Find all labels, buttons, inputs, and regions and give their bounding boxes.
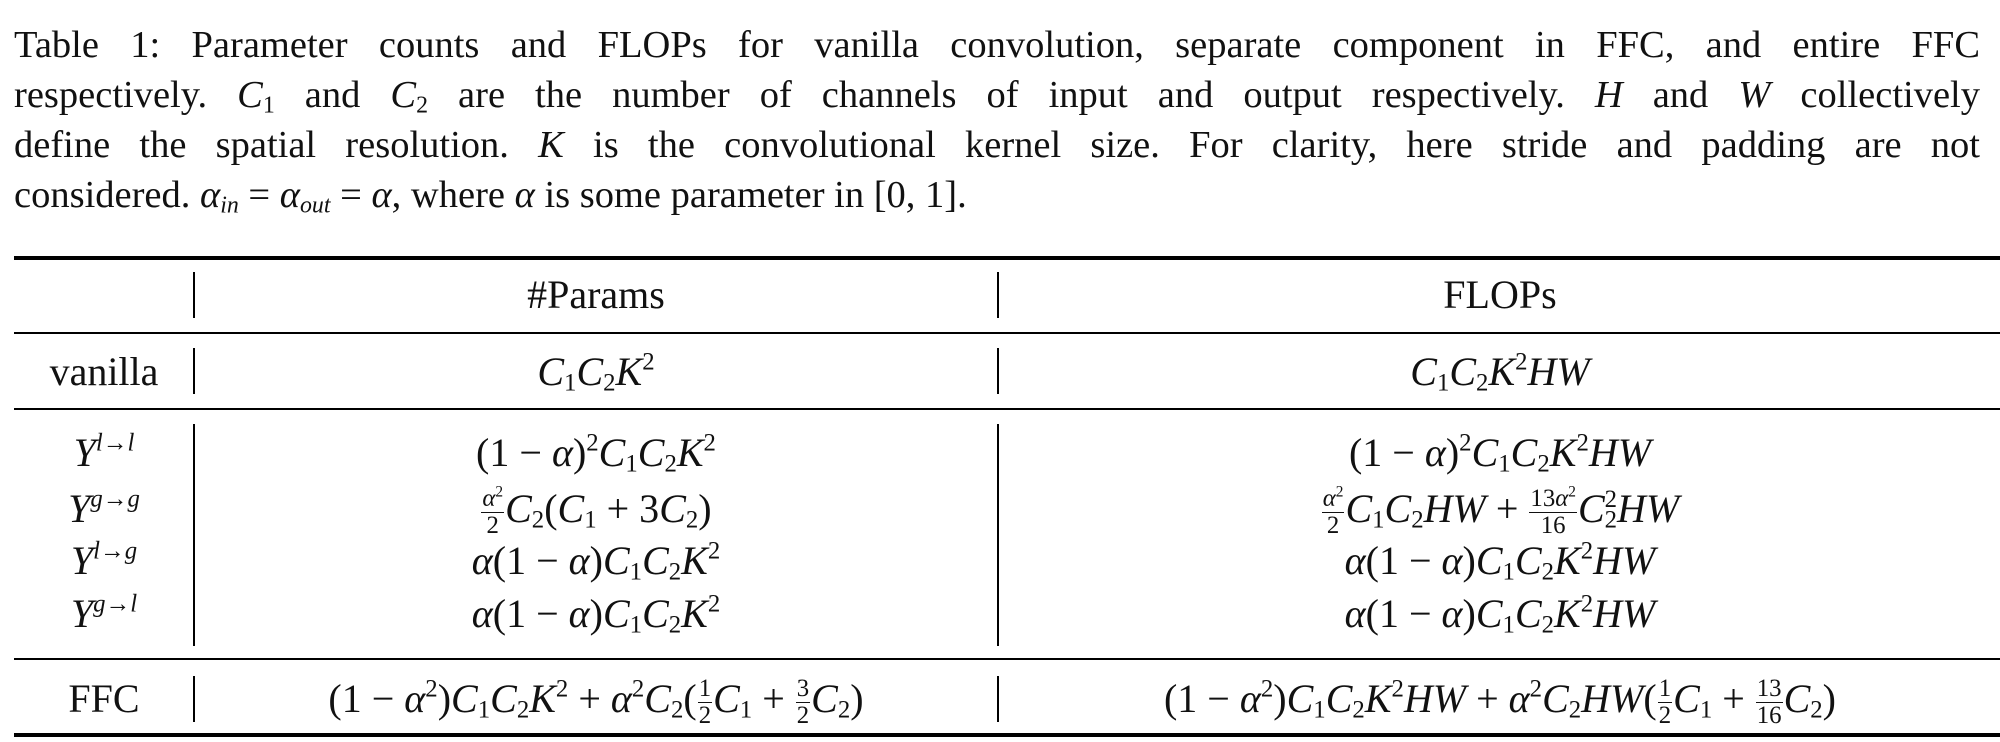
header-flops: FLOPs xyxy=(1443,272,1557,317)
cell-flops-ffc: $(1 - \alpha^2)C_1C_2K^2HW + \alpha^2C_2HW$( $\frac{1}{2}$ $C_1$ + $\frac{13}{16}$ $C_2$) xyxy=(1163,675,1836,730)
cell-flops-y-g-g: $\frac{\alpha^2}{2}$ $C_1C_2HW$ + $\frac{13\alpha^2}{16}$ $C_2^2HW$ xyxy=(1322,483,1680,540)
table-caption xyxy=(14,20,1980,220)
caption-line-1: Table 1: Parameter counts and FLOPs for vanilla convolution, separate component in FFC, and entire FFC xyxy=(14,24,1980,66)
col-divider xyxy=(997,272,999,318)
caption-line-2: respectively. $C_1$ and $C_2$ are the number of channels of input and output respectively. H and W collectively xyxy=(14,74,1981,119)
cell-params-y-g-l: $\alpha(1 - \alpha)C_1C_2K^2$ xyxy=(471,590,721,639)
row-label-y-g-g: $Y^{g\to g}$ xyxy=(68,485,140,531)
cell-params-vanilla: $C_1C_2K^2$ xyxy=(537,348,655,397)
bottom-rule xyxy=(14,733,2000,737)
cell-flops-y-l-l: $(1 - \alpha)^2C_1C_2K^2HW$ xyxy=(1348,429,1652,478)
caption-line-3: define the spatial resolution. K is the convolutional kernel size. For clarity, here stride and padding are not xyxy=(14,124,1980,166)
cell-flops-y-g-l: $\alpha(1 - \alpha)C_1C_2K^2HW$ xyxy=(1344,590,1656,639)
ffc-rule xyxy=(14,658,2000,660)
caption-line-4: considered. $\alpha_{in} = \alpha_{out} = \alpha$, where α is some parameter in [0, 1]. xyxy=(14,174,967,219)
cell-params-y-l-l: $(1 - \alpha)^2C_1C_2K^2$ xyxy=(476,429,716,478)
cell-params-ffc: $(1 - \alpha^2)C_1C_2K^2 + \alpha^2C_2$( $\frac{1}{2}$ $C_1$ + $\frac{3}{2}$ $C_2$) xyxy=(328,675,864,730)
row-label-y-l-g: $Y^{l\to g}$ xyxy=(70,537,138,583)
col-divider xyxy=(997,348,999,394)
vanilla-rule xyxy=(14,408,2000,410)
row-label-vanilla: vanilla xyxy=(49,349,159,394)
header-params: #Params xyxy=(527,272,665,317)
cell-params-y-l-g: $\alpha(1 - \alpha)C_1C_2K^2$ xyxy=(471,537,721,586)
cell-flops-vanilla: $C_1C_2K^2HW$ xyxy=(1410,348,1590,397)
row-label-ffc: FFC xyxy=(68,676,140,721)
cell-flops-y-l-g: $\alpha(1 - \alpha)C_1C_2K^2HW$ xyxy=(1344,537,1656,586)
col-divider xyxy=(193,272,195,318)
row-label-y-g-l: $Y^{g\to l}$ xyxy=(70,590,138,636)
header-rule xyxy=(14,332,2000,334)
col-divider xyxy=(997,676,999,722)
row-label-y-l-l: $Y^{l\to l}$ xyxy=(73,429,135,475)
cell-params-y-g-g: $\frac{\alpha^2}{2}$ $C_2(C_1 + 3C_2)$ xyxy=(482,483,712,540)
col-divider xyxy=(997,424,999,646)
top-rule xyxy=(14,256,2000,260)
